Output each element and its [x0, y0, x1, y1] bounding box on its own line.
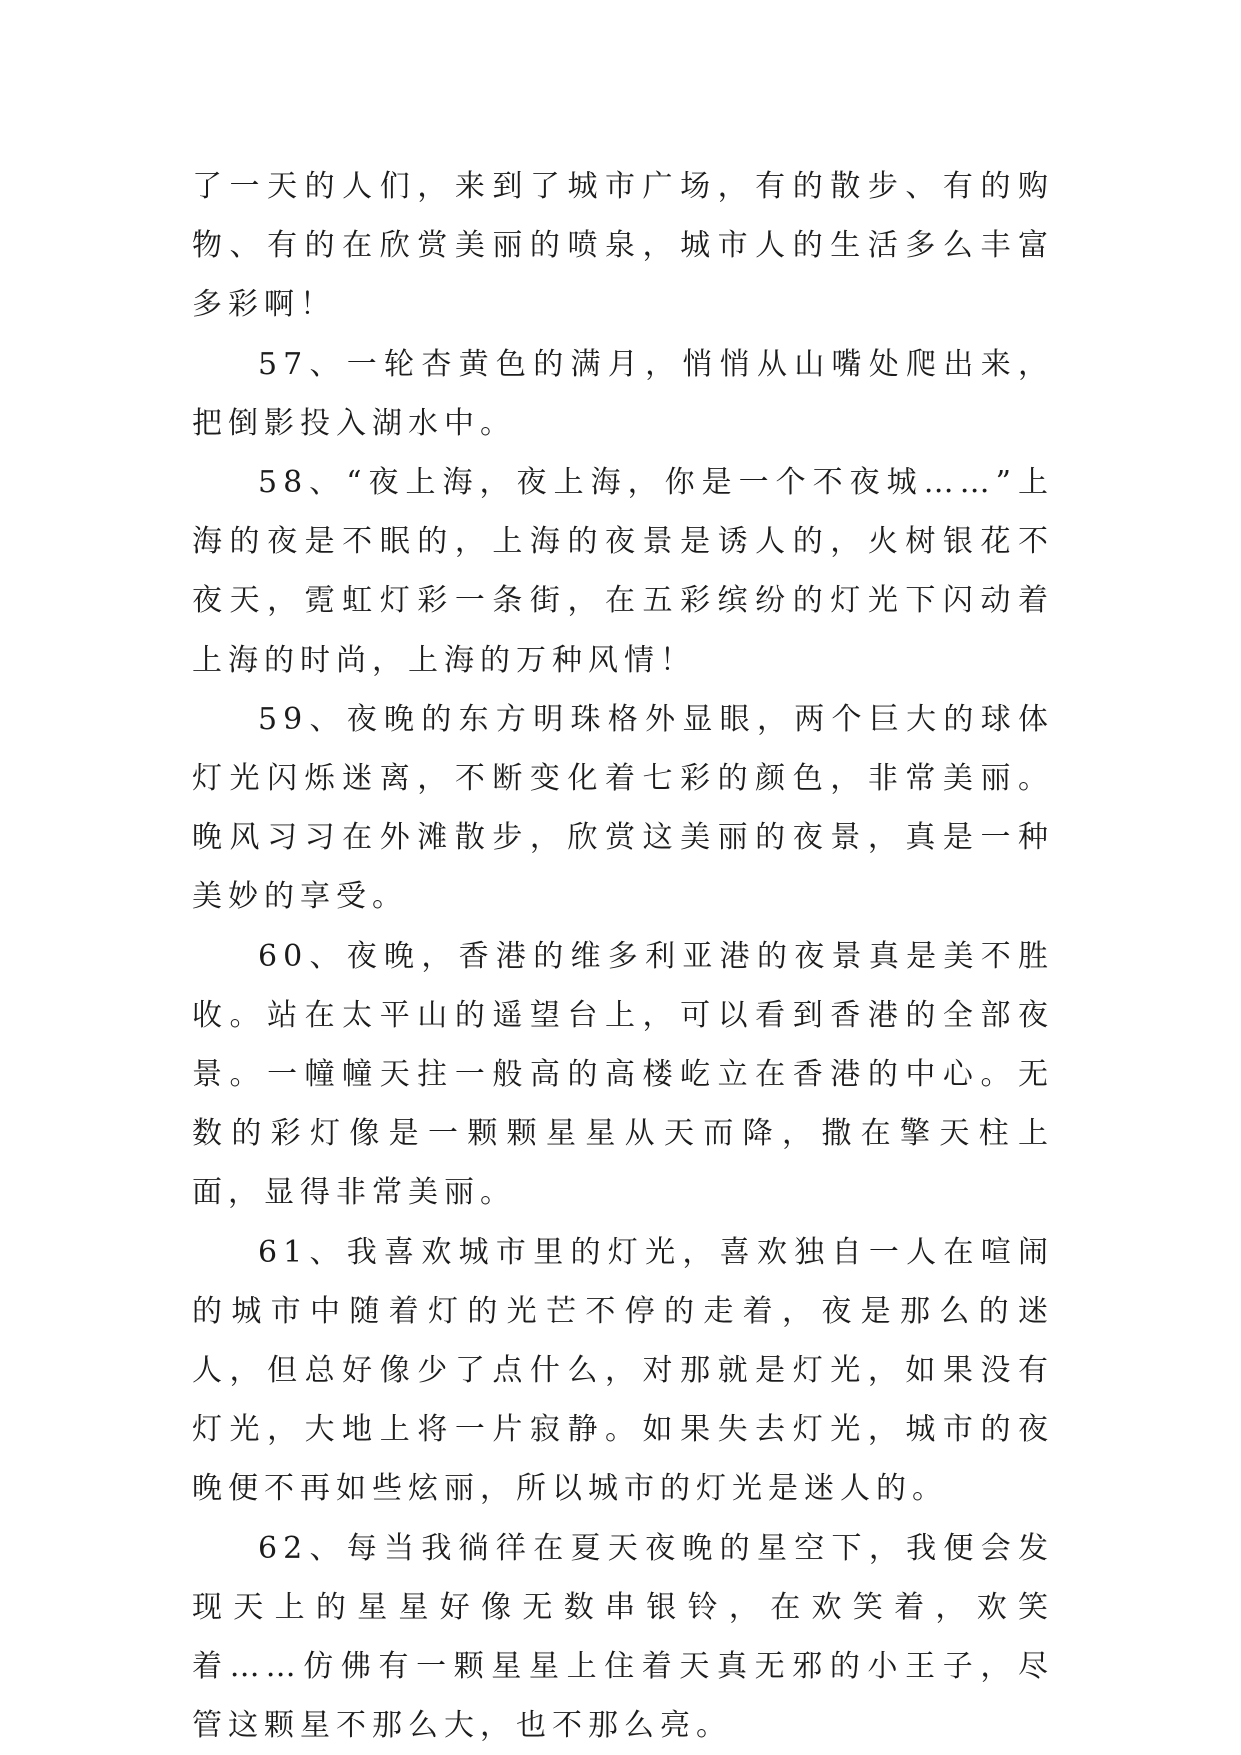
paragraph-57: 57、一轮杏黄色的满月，悄悄从山嘴处爬出来，把倒影投入湖水中。	[192, 346, 1054, 441]
document-body	[192, 157, 1054, 1755]
paragraph-58: 58、“夜上海，夜上海，你是一个不夜城……”上海的夜是不眠的，上海的夜景是诱人的，火树银花不夜天，霓虹灯彩一条街，在五彩缤纷的灯光下闪动着上海的时尚，上海的万种风情！	[192, 465, 1054, 678]
paragraph-59: 59、夜晚的东方明珠格外显眼，两个巨大的球体灯光闪烁迷离，不断变化着七彩的颜色，非常美丽。晚风习习在外滩散步，欣赏这美丽的夜景，真是一种美妙的享受。	[192, 701, 1054, 915]
paragraph-62: 62、每当我徜徉在夏天夜晚的星空下，我便会发现天上的星星好像无数串银铃，在欢笑着，欢笑着……仿佛有一颗星星上住着天真无邪的小王子，尽管这颗星不那么大，也不那么亮。	[192, 1530, 1054, 1744]
paragraph-continuation: 了一天的人们，来到了城市广场，有的散步、有的购物、有的在欣赏美丽的喷泉，城市人的生活多么丰富多彩啊！	[192, 169, 1054, 323]
paragraph-60: 60、夜晚，香港的维多利亚港的夜景真是美不胜收。站在太平山的遥望台上，可以看到香港的全部夜景。一幢幢天拄一般高的高楼屹立在香港的中心。无数的彩灯像是一颗颗星星从天而降，撒在擎天柱上面，显得非常美丽。	[192, 938, 1054, 1211]
paragraph-61: 61、我喜欢城市里的灯光，喜欢独自一人在喧闹的城市中随着灯的光芒不停的走着，夜是那么的迷人，但总好像少了点什么，对那就是灯光，如果没有灯光，大地上将一片寂静。如果失去灯光，城市的夜晚便不再如些炫丽，所以城市的灯光是迷人的。	[192, 1234, 1054, 1507]
